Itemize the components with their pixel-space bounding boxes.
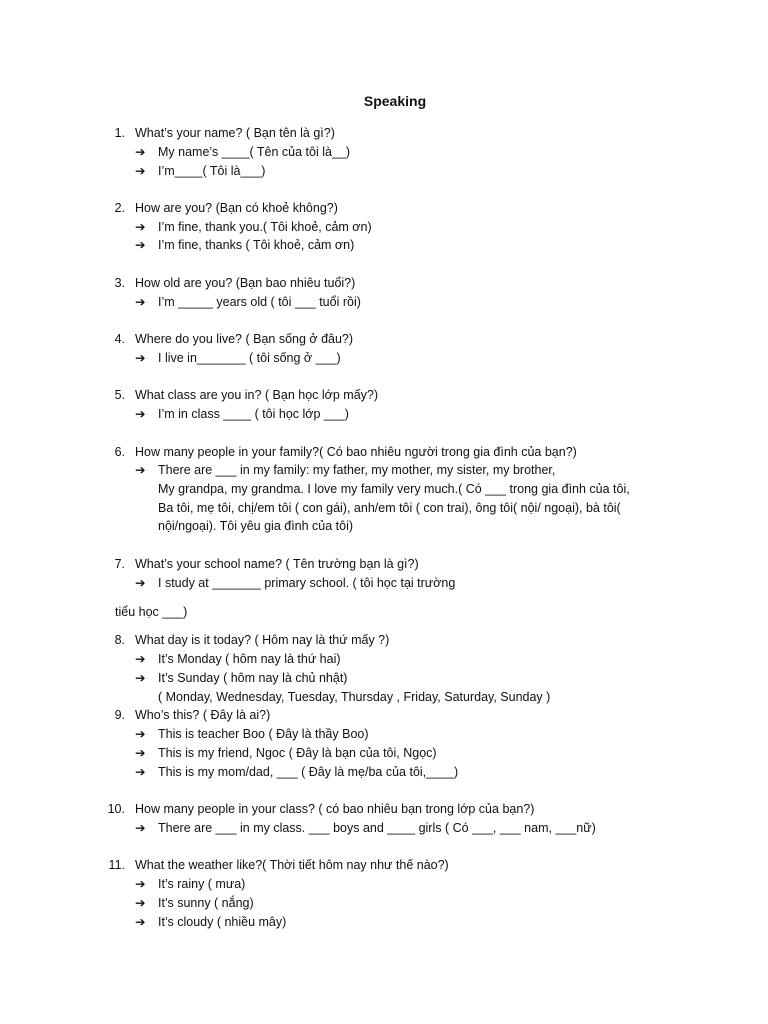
answer-text: I study at _______ primary school. ( tôi học tại trường [158, 576, 456, 590]
answer-text: It’s sunny ( nắng) [158, 896, 254, 910]
arrow-icon: ➔ [135, 164, 146, 178]
answer-text: I live in_______ ( tôi sống ở ___) [158, 351, 341, 365]
answer-text: There are ___ in my family: my father, my mother, my sister, my brother, [158, 463, 556, 477]
question-number: 8. [114, 633, 125, 647]
answer-text: It’s Monday ( hôm nay là thứ hai) [158, 652, 341, 666]
answer-text: I’m _____ years old ( tôi ___ tuổi rồi) [158, 295, 361, 309]
arrow-icon: ➔ [135, 671, 146, 685]
answer-text: My grandpa, my grandma. I love my family very much.( Có ___ trong gia đình của tôi, [158, 482, 630, 496]
arrow-icon: ➔ [135, 407, 146, 421]
question-text: What’s your name? ( Bạn tên là gì?) [135, 126, 335, 140]
arrow-icon: ➔ [135, 877, 146, 891]
question-number: 11. [108, 858, 125, 872]
arrow-icon: ➔ [135, 746, 146, 760]
arrow-icon: ➔ [135, 765, 146, 779]
question-number: 4. [114, 332, 125, 346]
question-text: How many people in your class? ( có bao nhiêu bạn trong lớp của bạn?) [135, 802, 535, 816]
question-number: 10. [107, 802, 125, 816]
answer-text: It’s rainy ( mưa) [158, 877, 246, 891]
question-text: What’s your school name? ( Tên trường bạn là gì?) [135, 557, 419, 571]
paragraph-text: tiểu học ___) [115, 605, 188, 619]
arrow-icon: ➔ [135, 351, 146, 365]
question-number: 1. [114, 126, 125, 140]
answer-text: There are ___ in my class. ___ boys and ____ girls ( Có ___, ___ nam, ___nữ) [158, 821, 596, 835]
answer-text: This is teacher Boo ( Đây là thầy Boo) [158, 727, 369, 741]
question-text: What class are you in? ( Bạn học lớp mấy?) [135, 388, 379, 402]
arrow-icon: ➔ [135, 915, 146, 929]
question-number: 9. [114, 708, 125, 722]
answer-text: I’m____( Tôi là___) [158, 164, 266, 178]
answer-text: I’m in class ____ ( tôi học lớp ___) [158, 407, 349, 421]
question-text: How old are you? (Bạn bao nhiêu tuổi?) [135, 276, 356, 290]
question-number: 7. [114, 557, 125, 571]
page-title: Speaking [363, 93, 427, 109]
answer-text: It’s cloudy ( nhiều mây) [158, 915, 287, 929]
question-number: 5. [114, 388, 125, 402]
question-text: Where do you live? ( Bạn sống ở đâu?) [135, 332, 354, 346]
answer-text: I’m fine, thank you.( Tôi khoẻ, cảm ơn) [158, 220, 372, 234]
question-text: What the weather like?( Thời tiết hôm nay như thế nào?) [135, 858, 449, 872]
arrow-icon: ➔ [135, 652, 146, 666]
answer-text: I’m fine, thanks ( Tôi khoẻ, cảm ơn) [158, 238, 355, 252]
answer-text: ( Monday, Wednesday, Tuesday, Thursday , Friday, Saturday, Sunday ) [158, 690, 551, 704]
arrow-icon: ➔ [135, 576, 146, 590]
answer-text: Ba tôi, mẹ tôi, chị/em tôi ( con gái), anh/em tôi ( con trai), ông tôi( nội/ ngoại), bà tôi( [158, 501, 621, 515]
arrow-icon: ➔ [135, 238, 146, 252]
question-text: How are you? (Bạn có khoẻ không?) [135, 201, 338, 215]
answer-text: This is my mom/dad, ___ ( Đây là mẹ/ba của tôi,____) [158, 765, 459, 779]
arrow-icon: ➔ [135, 463, 146, 477]
answer-text: nội/ngoại). Tôi yêu gia đình của tôi) [158, 519, 354, 533]
question-number: 3. [114, 276, 125, 290]
answer-text: My name’s ____( Tên của tôi là__) [158, 145, 351, 159]
question-number: 6. [114, 445, 125, 459]
question-text: Who’s this? ( Đây là ai?) [135, 708, 271, 722]
answer-text: It’s Sunday ( hôm nay là chủ nhật) [158, 671, 348, 685]
question-text: How many people in your family?( Có bao nhiêu người trong gia đình của bạn?) [135, 445, 577, 459]
arrow-icon: ➔ [135, 821, 146, 835]
arrow-icon: ➔ [135, 896, 146, 910]
arrow-icon: ➔ [135, 727, 146, 741]
question-text: What day is it today? ( Hôm nay là thứ mấy ?) [135, 633, 390, 647]
question-number: 2. [114, 201, 125, 215]
answer-text: This is my friend, Ngoc ( Đây là bạn của tôi, Ngọc) [158, 746, 437, 760]
arrow-icon: ➔ [135, 145, 146, 159]
arrow-icon: ➔ [135, 220, 146, 234]
arrow-icon: ➔ [135, 295, 146, 309]
